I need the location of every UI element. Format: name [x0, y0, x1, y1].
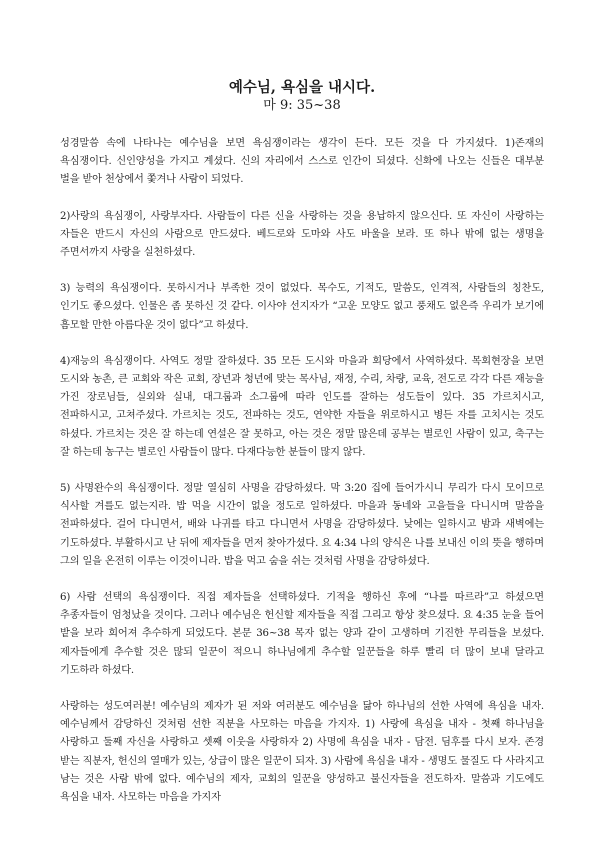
paragraph-exhortation: 사랑하는 성도여러분! 예수님의 제자가 된 저와 여러분도 예수님을 닮아 하나님의 선한 사역에 욕심을 내자. 예수님께서 감당하신 것처럼 선한 직분을 사모하는 마음을 가지자. 1) 사랑에 욕심을 내자 - 첫째 하나님을 사랑하고 둘째 자신을 사랑하고 셋째 이웃을 사랑하자 2) 사명에 욕심을 내자 - 담전. 딤후를 다시 보자. 존경 받는 직분자, 헌신의 열매가 있는, 상급이 많은 일꾼이 되자. 3) 사람에 욕심을 내자 - 생명도 물질도 다 사라지고 남는 것은 사람 밖에 없다. 예수님의 제자, 교회의 일꾼을 양성하고 불신자들을 전도하자. 말씀과 기도에도 욕심을 내자. 사모하는 마음을 가지자	[60, 701, 544, 804]
document-page	[60, 78, 544, 825]
paragraph-mission: 5) 사명완수의 욕심쟁이다. 정말 열심히 사명을 감당하셨다. 막 3:20 집에 들어가시니 무리가 다시 모이므로 식사할 겨를도 없는지라. 밥 먹을 시간이 없을 정도로 일하셨다. 마을과 동네와 고을들을 다니시며 말씀을 전파하셨다. 걸어 다니면서, 배와 나귀를 타고 다니면서 사명을 감당하셨다. 낮에는 일하시고 밤과 새벽에는 기도하셨다. 부활하시고 난 뒤에 제자들을 먼저 찾아가셨다. 요 4:34 나의 양식은 나를 보내신 이의 뜻을 행하며 그의 일을 온전히 이루는 이것이니라. 밥을 먹고 숨을 쉬는 것처럼 사명을 감당하셨다.	[60, 483, 544, 567]
scripture-reference: 마 9: 35~38	[263, 98, 341, 113]
paragraph-people: 6) 사람 선택의 욕심쟁이다. 직접 제자들을 선택하셨다. 기적을 행하신 후에 “나를 따르라”고 하셨으면 추종자들이 엄청났을 것이다. 그러나 예수님은 헌신할 제자들을 직접 그리고 항상 찾으셨다. 요 4:35 눈을 들어 밭을 보라 희어져 추수하게 되었도다. 본문 36~38 목자 없는 양과 같이 고생하며 기진한 무리들을 보셨다. 제자들에게 추수할 것은 많되 일꾼이 적으니 하나님에게 추수할 일꾼들을 하루 빨리 더 많이 보내 달라고 기도하라 하셨다.	[60, 592, 544, 676]
page-title: 예수님, 욕심을 내시다.	[228, 79, 376, 96]
paragraph-talent: 4)재능의 욕심쟁이다. 사역도 정말 잘하셨다. 35 모든 도시와 마을과 회당에서 사역하셨다. 목회현장을 보면 도시와 농촌, 큰 교회와 작은 교회, 장년과 청년에 맞는 목사님, 재정, 수리, 차량, 교육, 전도로 각각 다른 재능을 가진 장로님들, 실외와 실내, 대그룹과 소그룹에 따라 인도를 잘하는 성도들이 있다. 35 가르치시고, 전파하시고, 고쳐주셨다. 가르치는 것도, 전파하는 것도, 연약한 자들을 위로하시고 병든 자를 고치시는 것도 하셨다. 가르치는 것은 잘 하는데 연설은 잘 못하고, 아는 것은 정말 많은데 공부는 별로인 사람이 있고, 축구는 잘 하는데 농구는 별로인 사람들이 많다. 다재다능한 분들이 많지 않다.	[60, 355, 544, 458]
paragraph-ability: 3) 능력의 욕심쟁이다. 못하시거나 부족한 것이 없었다. 목수도, 기적도, 말씀도, 인격적, 사람들의 칭찬도, 인기도 좋으셨다. 인물은 좀 못하신 것 같다. 이사야 선지자가 “고운 모양도 없고 풍채도 없은즉 우리가 보기에 흠모할 만한 아름다운 것이 없다”고 하셨다.	[60, 283, 544, 331]
paragraph-existence: 성경말씀 속에 나타나는 예수님을 보면 욕심쟁이라는 생각이 든다. 모든 것을 다 가지셨다. 1)존재의 욕심쟁이다. 신인양성을 가지고 계셨다. 신의 자리에서 스스로 인간이 되셨다. 신화에 나오는 신들은 대부분 벌을 받아 천상에서 쫓겨나 사람이 되었다.	[60, 138, 544, 186]
paragraph-love: 2)사랑의 욕심쟁이, 사랑부자다. 사람들이 다른 신을 사랑하는 것을 용납하지 않으신다. 또 자신이 사랑하는 자들은 반드시 자신의 사람으로 만드셨다. 베드로와 도마와 사도 바울을 보라. 또 하나 밖에 없는 생명을 주면서까지 사랑을 실천하셨다.	[60, 210, 544, 259]
